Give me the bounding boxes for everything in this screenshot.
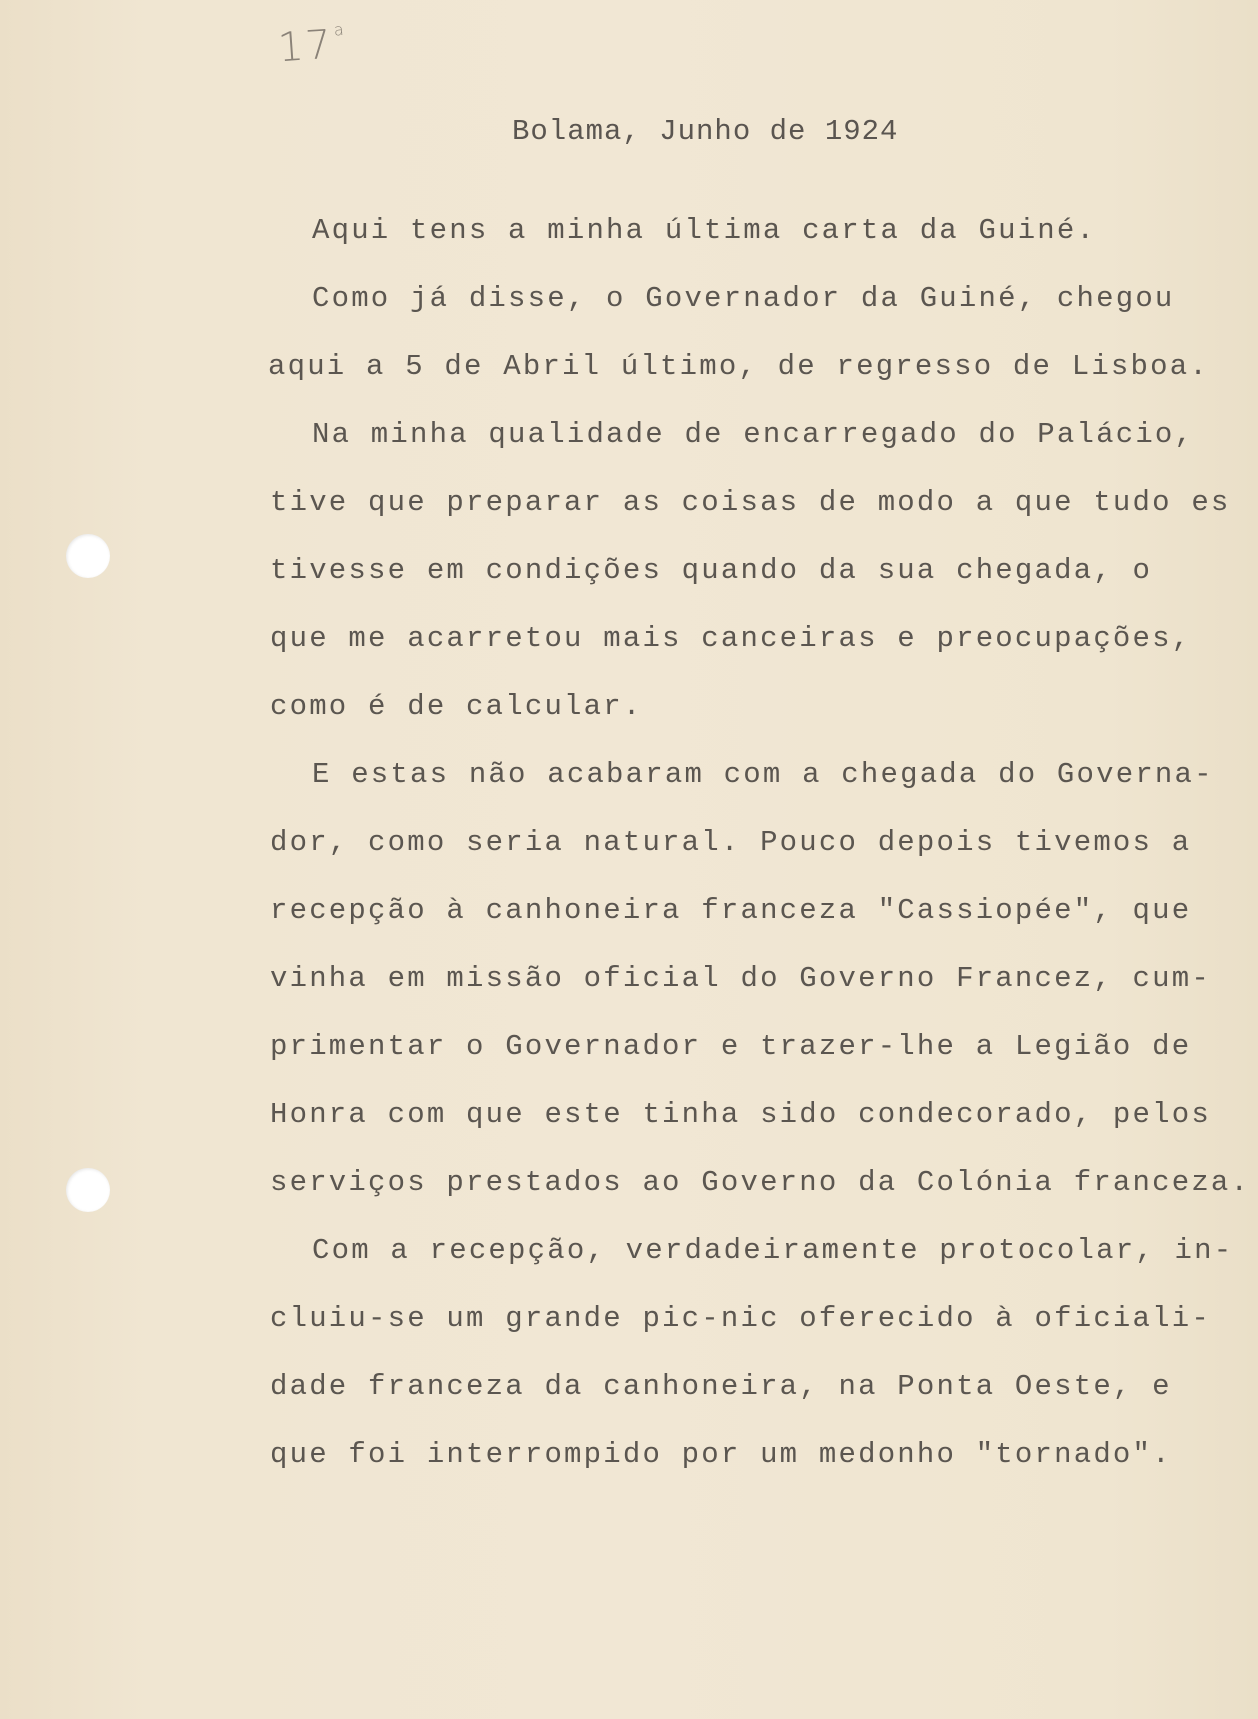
text-line-11: recepção à canhoneira franceza "Cassiopée", que [270,894,1192,927]
text-line-15: serviços prestados ao Governo da Colónia franceza. [270,1166,1251,1199]
text-line-3: aqui a 5 de Abril último, de regresso de Lisboa. [268,350,1209,383]
text-line-13: primentar o Governador e trazer-lhe a Legião de [270,1030,1192,1063]
text-line-10: dor, como seria natural. Pouco depois tivemos a [270,826,1192,859]
text-line-5: tive que preparar as coisas de modo a que tudo es [270,486,1231,519]
handwritten-page-number [276,20,348,72]
text-line-4: Na minha qualidade de encarregado do Palácio, [312,418,1195,451]
text-line-7: que me acarretou mais canceiras e preocupações, [270,622,1192,655]
text-line-14: Honra com que este tinha sido condecorado, pelos [270,1098,1211,1131]
letter-dateline: Bolama, Junho de 1924 [512,115,899,148]
text-line-12: vinha em missão oficial do Governo Francez, cum- [270,962,1211,995]
text-line-19: que foi interrompido por um medonho "tornado". [270,1438,1172,1471]
text-line-2: Como já disse, o Governador da Guiné, chegou [312,282,1175,315]
page-number-value: 17 [276,21,335,72]
text-line-6: tivesse em condições quando da sua chegada, o [270,554,1153,587]
punch-hole-bottom [66,1168,110,1212]
text-line-1: Aqui tens a minha última carta da Guiné. [312,214,1097,247]
text-line-9: E estas não acabaram com a chegada do Governa- [312,758,1214,791]
text-line-18: dade franceza da canhoneira, na Ponta Oeste, e [270,1370,1172,1403]
punch-hole-top [66,534,110,578]
page-number-suffix: a [333,19,347,40]
text-line-16: Com a recepção, verdadeiramente protocolar, in- [312,1234,1234,1267]
text-line-8: como é de calcular. [270,690,643,723]
text-line-17: cluiu-se um grande pic-nic oferecido à oficiali- [270,1302,1211,1335]
